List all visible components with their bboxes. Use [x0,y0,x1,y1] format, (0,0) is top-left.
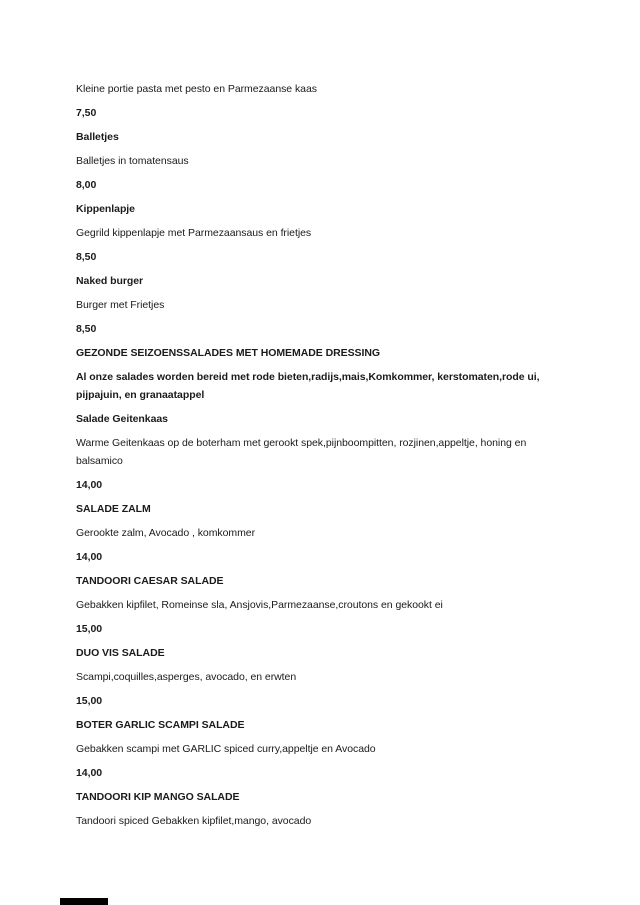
price: 8,50 [76,323,97,335]
section-intro: Al onze salades worden bereid met rode bieten,radijs,mais,Komkommer, kerstomaten,rode ui, pijpajuin, en granaatappel [76,371,540,401]
dish-description: Warme Geitenkaas op de boterham met gerookt spek,pijnboompitten, rozjinen,appeltje, honing en balsamico [76,437,527,467]
dish-name: Kippenlapje [76,203,135,215]
dish-name: DUO VIS SALADE [76,647,165,659]
dish-name: Naked burger [76,275,144,287]
dish-name: BOTER GARLIC SCAMPI SALADE [76,719,245,731]
dish-name: Balletjes [76,131,119,143]
dish-description: Gegrild kippenlapje met Parmezaansaus en frietjes [76,227,312,239]
price: 8,00 [76,179,97,191]
dish-description: Scampi,coquilles,asperges, avocado, en erwten [76,671,297,683]
price: 14,00 [76,551,103,563]
price: 14,00 [76,767,103,779]
dish-description: Gebakken kipfilet, Romeinse sla, Ansjovis,Parmezaanse,croutons en gekookt ei [76,599,443,611]
price: 7,50 [76,107,97,119]
price: 8,50 [76,251,97,263]
dish-description: Tandoori spiced Gebakken kipfilet,mango, avocado [76,815,312,827]
dish-description: Kleine portie pasta met pesto en Parmezaanse kaas [76,83,317,95]
price: 14,00 [76,479,103,491]
dish-description: Gebakken scampi met GARLIC spiced curry,appeltje en Avocado [76,743,376,755]
dish-description: Balletjes in tomatensaus [76,155,189,167]
dish-name: TANDOORI KIP MANGO SALADE [76,791,240,803]
price: 15,00 [76,623,103,635]
menu-document [76,80,562,836]
dish-name: Salade Geitenkaas [76,413,168,425]
price: 15,00 [76,695,103,707]
dish-name: SALADE ZALM [76,503,151,515]
dish-description: Gerookte zalm, Avocado , komkommer [76,527,256,539]
black-divider-fragment [60,898,108,905]
section-title: GEZONDE SEIZOENSSALADES MET HOMEMADE DRESSING [76,347,381,359]
dish-name: TANDOORI CAESAR SALADE [76,575,224,587]
dish-description: Burger met Frietjes [76,299,165,311]
